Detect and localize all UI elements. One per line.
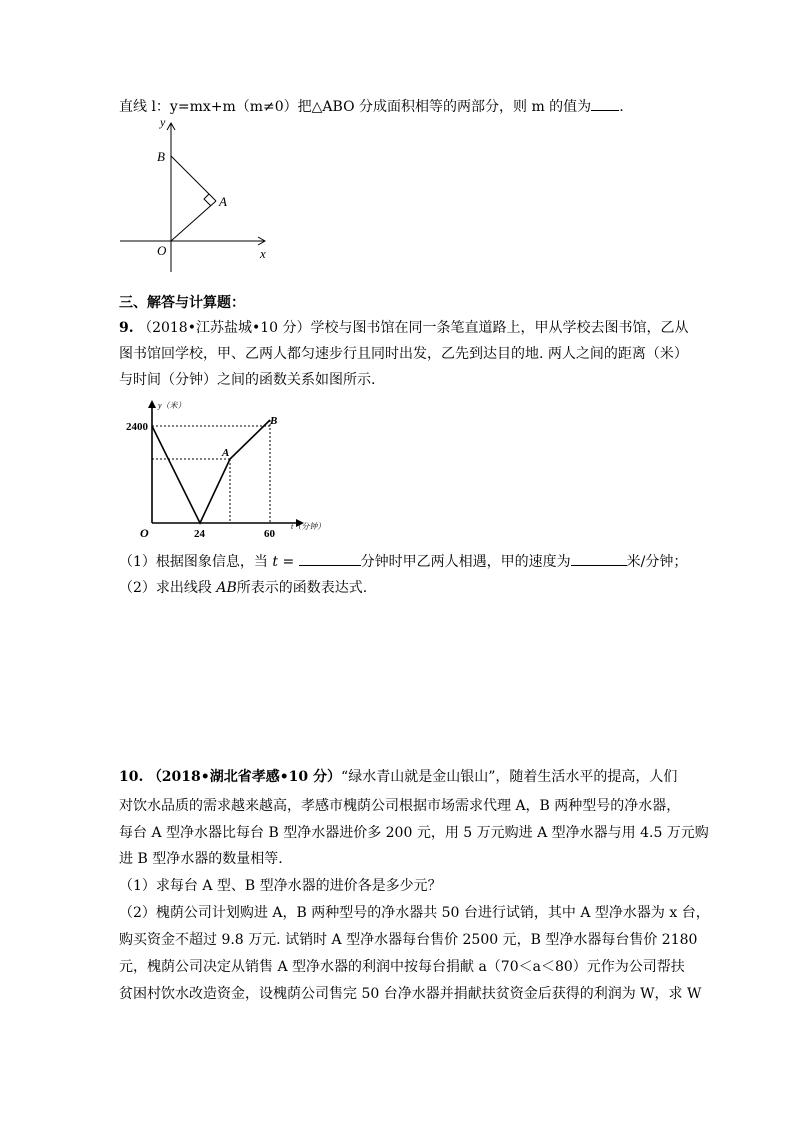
y-axis-arrow: [148, 400, 156, 408]
q10-sub-1: （1）求每台 A 型、B 型净水器的进价各是多少元？: [119, 878, 442, 894]
distance-time-graph: [112, 396, 332, 546]
q9-text-1: 学校与图书馆在同一条笔直道路上，甲从学校去图书馆，乙从: [310, 320, 689, 336]
answer-blank[interactable]: [591, 96, 619, 111]
meet-time-blank[interactable]: [299, 551, 361, 566]
label-2400: 2400: [126, 421, 148, 433]
q9-sub-2-lead: （2）求出线段: [119, 580, 212, 596]
q9-sub-1-mid: 分钟时甲乙两人相遇，甲的速度为: [360, 554, 571, 570]
triangle-figure: [112, 112, 282, 272]
question-8-stem: 直线 l：y=mx+m（m≠0）把△ABO 分成面积相等的两部分，则 m 的值为: [119, 99, 592, 115]
label-y: y: [160, 115, 166, 129]
label-O: O: [157, 243, 167, 258]
q9-sub-1-end: 米/分钟；: [626, 554, 688, 570]
q10-line-4: 进 B 型净水器的数量相等.: [119, 851, 283, 867]
section-title: 三、解答与计算题：: [119, 295, 245, 311]
label-A: A: [222, 447, 230, 459]
label-t-unit: t（分钟）: [291, 522, 326, 531]
q10-number: 10.: [119, 769, 144, 785]
label-B: B: [270, 415, 278, 427]
q9-number: 9.: [119, 320, 134, 336]
label-origin: O: [140, 526, 149, 540]
label-A: A: [219, 194, 227, 209]
q9-sub-1: [119, 551, 687, 572]
right-angle-mark: [204, 194, 211, 206]
q10-sub-2-line-1: （2）槐荫公司计划购进 A，B 两种型号的净水器共 50 台进行试销，其中 A 型净水器为 x 台，: [119, 905, 710, 921]
q9-source: （2018•江苏盐城•10 分）: [138, 320, 311, 336]
label-B: B: [157, 149, 165, 164]
q9-sub-1-lead: （1）根据图象信息，当: [119, 554, 268, 570]
segment-AB: AB: [216, 580, 237, 596]
q10-source: （2018•湖北省孝感•10 分）: [147, 769, 342, 785]
q10-line-3: 每台 A 型净水器比每台 B 型净水器进价多 200 元，用 5 万元购进 A 型净水器与用 4.5 万元购: [119, 825, 709, 841]
q10-line-1: [119, 767, 677, 787]
question-8-end: .: [619, 99, 624, 115]
label-x: x: [260, 246, 266, 261]
label-60: 60: [264, 528, 275, 540]
q10-line-2: 对饮水品质的需求越来越高，孝感市槐荫公司根据市场需求代理 A，B 两种型号的净水器，: [119, 798, 681, 814]
label-y-unit: y（米）: [158, 401, 186, 410]
q9-line-1: [119, 318, 689, 338]
equals-sign: =: [282, 554, 295, 570]
q10-text-1: “绿水青山就是金山银山”，随着生活水平的提高，人们: [341, 769, 678, 785]
q9-line-2: 图书馆回学校，甲、乙两人都匀速步行且同时出发，乙先到达目的地. 两人之间的距离（米）: [119, 346, 688, 362]
q10-sub-2-line-4: 贫困村饮水改造资金，设槐荫公司售完 50 台净水器并捐献扶贫资金后获得的利润为 W，求 W: [119, 986, 702, 1002]
q10-sub-2-line-2: 购买资金不超过 9.8 万元. 试销时 A 型净水器每台售价 2500 元，B 型净水器每台售价 2180: [119, 932, 698, 948]
label-24: 24: [194, 528, 205, 540]
q9-line-3: 与时间（分钟）之间的函数关系如图所示.: [119, 372, 376, 388]
distance-polyline: [152, 420, 270, 523]
var-t: t: [272, 554, 279, 570]
q10-sub-2-line-3: 元，槐荫公司决定从销售 A 型净水器的利润中按每台捐献 a（70＜a＜80）元作为公司帮扶: [119, 959, 685, 975]
speed-blank[interactable]: [571, 551, 627, 566]
q9-sub-2: [119, 578, 367, 598]
q9-sub-2-end: 所表示的函数表达式.: [236, 580, 368, 596]
segment-OA: [171, 201, 216, 241]
